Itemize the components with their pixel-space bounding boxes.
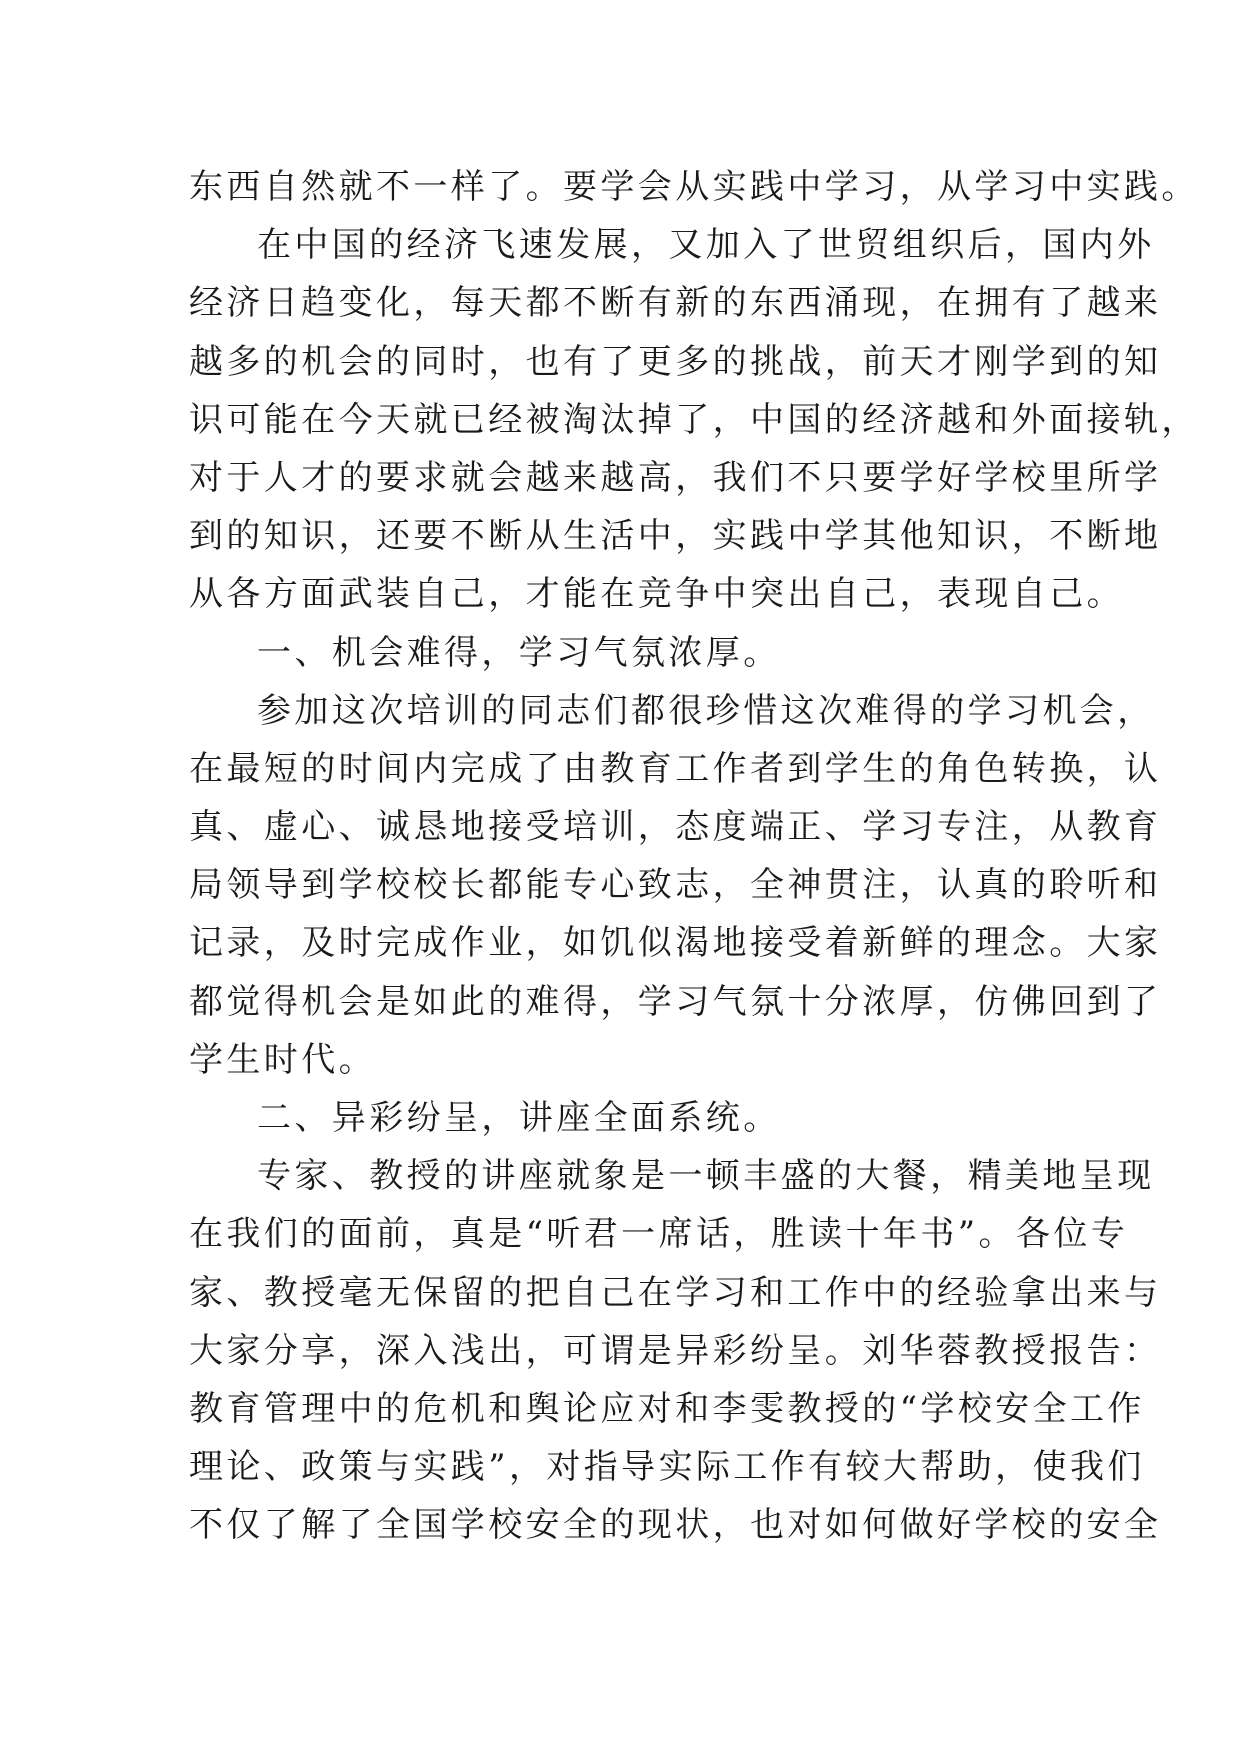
text-line: 学生时代。 xyxy=(189,1039,376,1080)
text-line: 在最短的时间内完成了由教育工作者到学生的角色转换，认 xyxy=(189,748,1162,789)
text-line: 局领导到学校校长都能专心致志，全神贯注，认真的聆听和 xyxy=(189,865,1162,906)
text-line: 在我们的面前，真是“听君一席话，胜读十年书”。各位专 xyxy=(189,1214,1129,1255)
body-text xyxy=(189,158,1199,1555)
text-line: 真、虚心、诚恳地接受培训，态度端正、学习专注，从教育 xyxy=(189,807,1162,848)
text-line: 家、教授毫无保留的把自己在学习和工作中的经验拿出来与 xyxy=(189,1272,1162,1313)
text-line: 经济日趋变化，每天都不断有新的东西涌现，在拥有了越来 xyxy=(189,283,1162,324)
text-line: 教育管理中的危机和舆论应对和李雯教授的“学校安全工作 xyxy=(189,1388,1145,1429)
text-line: 在中国的经济飞速发展，又加入了世贸组织后，国内外 xyxy=(257,225,1155,266)
text-line: 识可能在今天就已经被淘汰掉了，中国的经济越和外面接轨， xyxy=(189,399,1199,440)
text-line: 理论、政策与实践”，对指导实际工作有较大帮助，使我们 xyxy=(189,1447,1145,1488)
text-line: 记录，及时完成作业，如饥似渴地接受着新鲜的理念。大家 xyxy=(189,923,1162,964)
text-line: 都觉得机会是如此的难得，学习气氛十分浓厚，仿佛回到了 xyxy=(189,981,1162,1022)
text-line: 东西自然就不一样了。要学会从实践中学习，从学习中实践。 xyxy=(189,167,1199,207)
section-heading: 一、机会难得，学习气氛浓厚。 xyxy=(257,632,781,673)
text-line: 越多的机会的同时，也有了更多的挑战，前天才刚学到的知 xyxy=(189,341,1162,382)
text-line: 不仅了解了全国学校安全的现状，也对如何做好学校的安全 xyxy=(189,1505,1162,1546)
text-line: 对于人才的要求就会越来越高，我们不只要学好学校里所学 xyxy=(189,457,1162,498)
text-line: 参加这次培训的同志们都很珍惜这次难得的学习机会， xyxy=(257,690,1155,731)
text-line: 专家、教授的讲座就象是一顿丰盛的大餐，精美地呈现 xyxy=(257,1156,1155,1197)
text-line: 大家分享，深入浅出，可谓是异彩纷呈。刘华蓉教授报告： xyxy=(189,1330,1162,1371)
text-line: 到的知识，还要不断从生活中，实践中学其他知识，不断地 xyxy=(189,516,1162,557)
text-line: 从各方面武装自己，才能在竞争中突出自己，表现自己。 xyxy=(189,574,1124,615)
section-heading: 二、异彩纷呈，讲座全面系统。 xyxy=(257,1098,781,1138)
